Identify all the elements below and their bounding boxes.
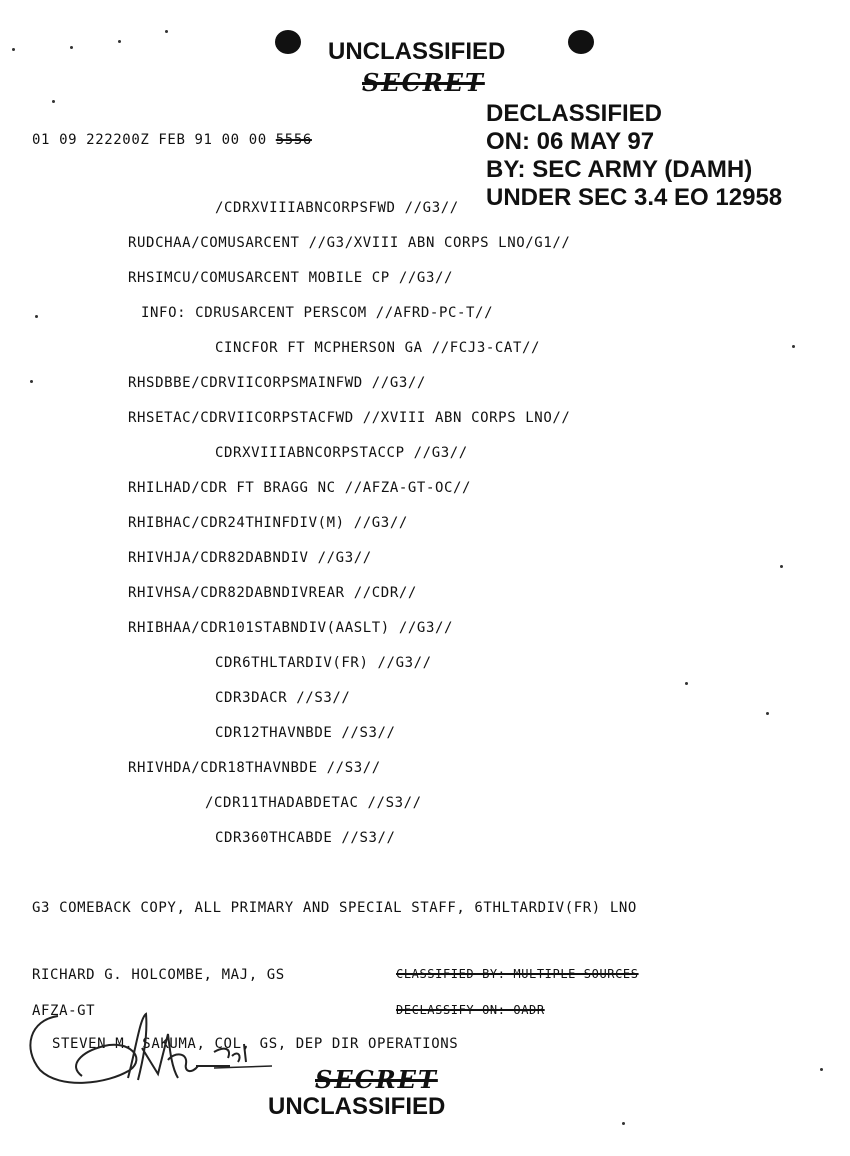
address-line: RHIVHSA/CDR82DABNDIVREAR //CDR// [128, 585, 417, 601]
address-line: RHIVHDA/CDR18THAVNBDE //S3// [128, 760, 381, 776]
address-line: /CDRXVIIIABNCORPSFWD //G3// [215, 200, 459, 216]
declass-line-3: BY: SEC ARMY (DAMH) [486, 156, 753, 183]
drafter-line: RICHARD G. HOLCOMBE, MAJ, GS [32, 967, 285, 983]
office-symbol: AFZA-GT [32, 1003, 96, 1019]
speck [118, 40, 121, 43]
speck [780, 565, 783, 568]
address-line: RHILHAD/CDR FT BRAGG NC //AFZA-GT-OC// [128, 480, 472, 496]
address-line: INFO: CDRUSARCENT PERSCOM //AFRD-PC-T// [141, 305, 494, 321]
speck [12, 48, 15, 51]
speck [165, 30, 168, 33]
speck [766, 712, 769, 715]
speck [792, 345, 795, 348]
comeback-copy-line: G3 COMEBACK COPY, ALL PRIMARY AND SPECIAL STAFF, 6THLTARDIV(FR) LNO [32, 900, 637, 916]
address-line: RUDCHAA/COMUSARCENT //G3/XVIII ABN CORPS LNO/G1// [128, 235, 571, 251]
speck [70, 46, 73, 49]
declassify-on-line: DECLASSIFY ON: OADR [396, 1003, 545, 1017]
address-line: CDR360THCABDE //S3// [215, 830, 396, 846]
classified-by-line: CLASSIFIED BY: MULTIPLE SOURCES [396, 967, 639, 981]
handwritten-signature [18, 1008, 278, 1090]
classification-bottom: UNCLASSIFIED [268, 1093, 446, 1120]
address-line: CDR3DACR //S3// [215, 690, 351, 706]
address-line: RHSDBBE/CDRVIICORPSMAINFWD //G3// [128, 375, 426, 391]
speck [30, 380, 33, 383]
releaser-line: STEVEN M. SAKUMA, COL, GS, DEP DIR OPERATIONS [52, 1036, 459, 1052]
dtg-line [32, 132, 312, 148]
address-line: CINCFOR FT MCPHERSON GA //FCJ3-CAT// [215, 340, 541, 356]
address-line: CDR12THAVNBDE //S3// [215, 725, 396, 741]
ink-blot-right [568, 30, 594, 54]
speck [35, 315, 38, 318]
address-line: CDRXVIIIABNCORPSTACCP //G3// [215, 445, 468, 461]
classification-top: UNCLASSIFIED [328, 38, 506, 65]
declass-line-1: DECLASSIFIED [486, 100, 663, 127]
secret-marking-top: SECRET [362, 68, 485, 97]
speck [622, 1122, 625, 1125]
address-line: /CDR11THADABDETAC //S3// [205, 795, 422, 811]
speck [685, 682, 688, 685]
address-line: CDR6THLTARDIV(FR) //G3// [215, 655, 432, 671]
declass-line-4: UNDER SEC 3.4 EO 12958 [486, 184, 783, 211]
dtg-struck-number: 5556 [275, 132, 312, 148]
address-line: RHSIMCU/COMUSARCENT MOBILE CP //G3// [128, 270, 454, 286]
dtg-text: 01 09 222200Z FEB 91 00 00 [32, 132, 267, 148]
declass-line-2: ON: 06 MAY 97 [486, 128, 655, 155]
address-line: RHSETAC/CDRVIICORPSTACFWD //XVIII ABN CORPS LNO// [128, 410, 571, 426]
address-line: RHIBHAA/CDR101STABNDIV(AASLT) //G3// [128, 620, 454, 636]
ink-blot-left [275, 30, 301, 54]
speck [820, 1068, 823, 1071]
secret-marking-bottom: SECRET [315, 1065, 438, 1094]
declassification-stamp [486, 100, 782, 212]
address-line: RHIBHAC/CDR24THINFDIV(M) //G3// [128, 515, 408, 531]
speck [52, 100, 55, 103]
address-line: RHIVHJA/CDR82DABNDIV //G3// [128, 550, 372, 566]
